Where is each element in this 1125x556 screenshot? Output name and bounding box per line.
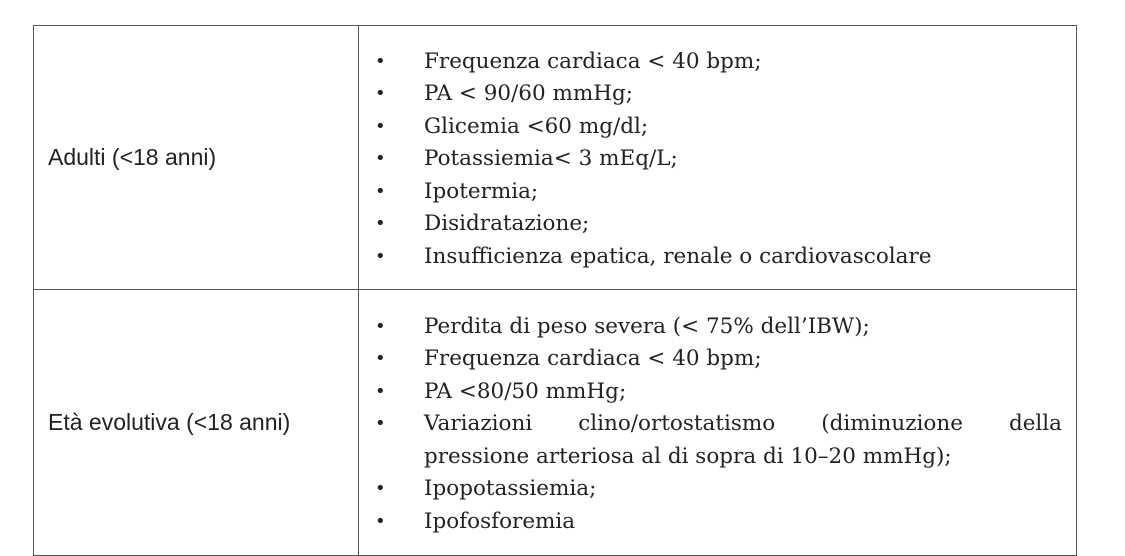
list-item xyxy=(359,176,1062,209)
criteria-list-adults xyxy=(359,46,1062,274)
bullet-icon: • xyxy=(375,115,386,137)
bullet-icon: • xyxy=(375,348,386,370)
bullet-icon: • xyxy=(375,83,386,105)
list-item xyxy=(359,111,1062,144)
list-item-text: Ipotermia; xyxy=(424,178,539,204)
bullet-icon: • xyxy=(375,413,386,435)
list-item-text: Ipopotassiemia; xyxy=(424,476,597,502)
list-item-text: Frequenza cardiaca < 40 bpm; xyxy=(424,48,762,74)
list-item-text: PA < 90/60 mmHg; xyxy=(424,81,634,107)
criteria-cell-young xyxy=(359,290,1077,556)
list-item xyxy=(359,408,1062,473)
list-item-text-line2: pressione arteriosa al di sopra di 10–20 mmHg); xyxy=(424,443,952,469)
list-item-text: Perdita di peso severa (< 75% dell’IBW); xyxy=(424,313,870,339)
list-item xyxy=(359,506,1062,539)
bullet-icon: • xyxy=(375,180,386,202)
bullet-icon: • xyxy=(375,148,386,170)
bullet-icon: • xyxy=(375,380,386,402)
row-label-young: Età evolutiva (<18 anni) xyxy=(34,290,359,556)
list-item-text: Ipofosforemia xyxy=(424,508,576,534)
list-item xyxy=(359,241,1062,274)
list-item-text: Potassiemia< 3 mEq/L; xyxy=(424,146,678,172)
list-item-text: Insufficienza epatica, renale o cardiovascolare xyxy=(424,243,932,269)
bullet-icon: • xyxy=(375,245,386,267)
list-item xyxy=(359,343,1062,376)
list-item xyxy=(359,473,1062,506)
bullet-icon: • xyxy=(375,213,386,235)
bullet-icon: • xyxy=(375,50,386,72)
list-item-text: Glicemia <60 mg/dl; xyxy=(424,113,649,139)
list-item-text: Frequenza cardiaca < 40 bpm; xyxy=(424,346,762,372)
list-item xyxy=(359,46,1062,79)
bullet-icon: • xyxy=(375,315,386,337)
criteria-list-young xyxy=(359,311,1062,539)
bullet-icon: • xyxy=(375,510,386,532)
list-item-text: PA <80/50 mmHg; xyxy=(424,378,627,404)
list-item-text: Disidratazione; xyxy=(424,211,590,237)
bullet-icon: • xyxy=(375,478,386,500)
list-item xyxy=(359,376,1062,409)
list-item xyxy=(359,311,1062,344)
table-row-young xyxy=(34,290,1077,556)
list-item-text xyxy=(424,408,1062,473)
table-row-adults xyxy=(34,26,1077,290)
list-item xyxy=(359,78,1062,111)
list-item xyxy=(359,208,1062,241)
row-label-adults: Adulti (<18 anni) xyxy=(34,26,359,290)
criteria-table xyxy=(33,25,1077,556)
list-item xyxy=(359,143,1062,176)
criteria-cell-adults xyxy=(359,26,1077,290)
list-item-text-line1: Variazioni clino/ortostatismo (diminuzione della xyxy=(424,411,1062,437)
